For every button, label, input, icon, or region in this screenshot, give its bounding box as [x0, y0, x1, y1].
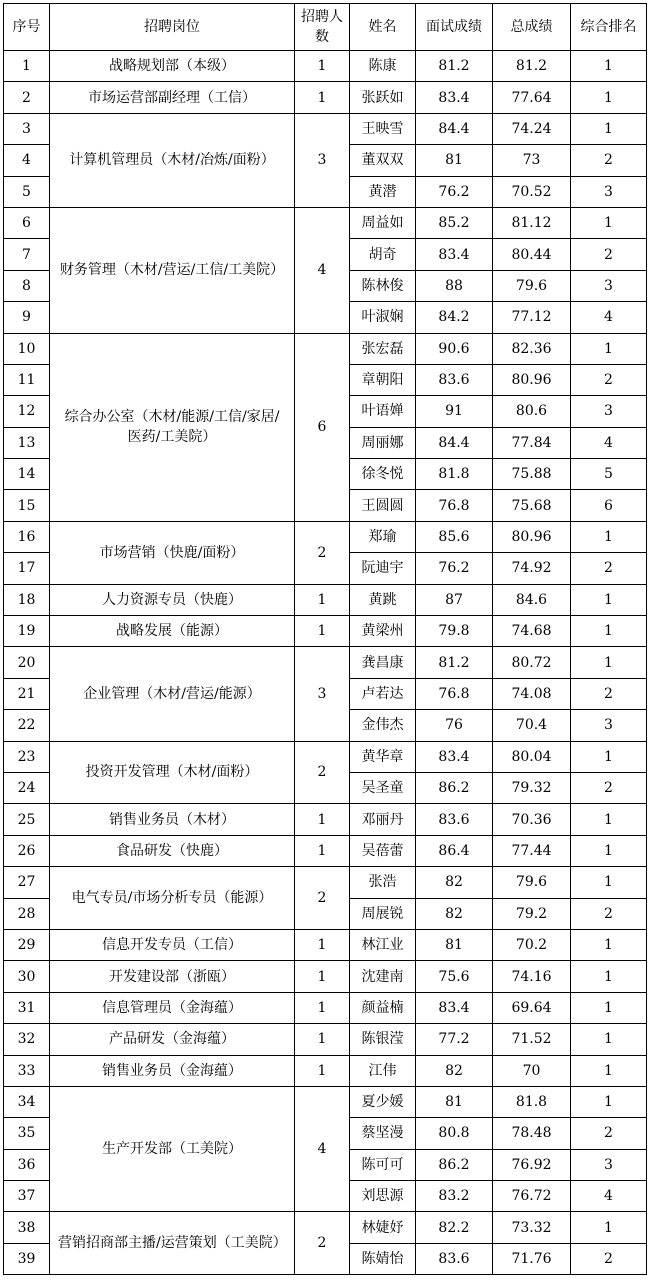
- seq-cell: 25: [4, 804, 50, 835]
- name-cell: 叶语婵: [350, 396, 416, 427]
- name-cell: 金伟杰: [350, 710, 416, 741]
- header-interview-score: 面试成绩: [416, 4, 493, 51]
- name-cell: 张跃如: [350, 82, 416, 113]
- seq-cell: 20: [4, 647, 50, 678]
- count-cell: 1: [295, 51, 350, 82]
- header-position: 招聘岗位: [50, 4, 295, 51]
- name-cell: 周丽娜: [350, 427, 416, 458]
- interview-score-cell: 82: [416, 1055, 493, 1086]
- total-score-cell: 74.68: [493, 616, 571, 647]
- interview-score-cell: 76.2: [416, 176, 493, 207]
- header-total-score: 总成绩: [493, 4, 571, 51]
- seq-cell: 24: [4, 772, 50, 803]
- name-cell: 黄跳: [350, 584, 416, 615]
- position-cell: 人力资源专员（快鹿）: [50, 584, 295, 615]
- seq-cell: 36: [4, 1149, 50, 1180]
- total-score-cell: 80.04: [493, 741, 571, 772]
- rank-cell: 3: [571, 710, 647, 741]
- rank-cell: 3: [571, 396, 647, 427]
- count-cell: 1: [295, 929, 350, 960]
- seq-cell: 22: [4, 710, 50, 741]
- seq-cell: 1: [4, 51, 50, 82]
- seq-cell: 17: [4, 553, 50, 584]
- interview-score-cell: 75.6: [416, 961, 493, 992]
- interview-score-cell: 82: [416, 867, 493, 898]
- interview-score-cell: 77.2: [416, 1024, 493, 1055]
- name-cell: 章朝阳: [350, 364, 416, 395]
- seq-cell: 31: [4, 992, 50, 1023]
- table-row: [4, 1212, 647, 1243]
- table-row: [4, 616, 647, 647]
- position-cell: 销售业务员（木材）: [50, 804, 295, 835]
- position-cell: 财务管理（木材/营运/工信/工美院）: [50, 207, 295, 333]
- header-name: 姓名: [350, 4, 416, 51]
- rank-cell: 6: [571, 490, 647, 521]
- position-cell: 产品研发（金海蕴）: [50, 1024, 295, 1055]
- total-score-cell: 74.16: [493, 961, 571, 992]
- seq-cell: 11: [4, 364, 50, 395]
- position-cell: 战略发展（能源）: [50, 616, 295, 647]
- name-cell: 黄华章: [350, 741, 416, 772]
- seq-cell: 9: [4, 302, 50, 333]
- total-score-cell: 75.68: [493, 490, 571, 521]
- interview-score-cell: 82.2: [416, 1212, 493, 1243]
- table-body: [4, 51, 647, 1275]
- results-table: [3, 3, 647, 1275]
- table-row: [4, 1086, 647, 1117]
- rank-cell: 1: [571, 82, 647, 113]
- count-cell: 4: [295, 1086, 350, 1212]
- table-row: [4, 1024, 647, 1055]
- rank-cell: 2: [571, 1243, 647, 1274]
- count-cell: 1: [295, 82, 350, 113]
- table-header: [4, 4, 647, 51]
- rank-cell: 1: [571, 1212, 647, 1243]
- seq-cell: 13: [4, 427, 50, 458]
- total-score-cell: 80.6: [493, 396, 571, 427]
- rank-cell: 1: [571, 929, 647, 960]
- interview-score-cell: 90.6: [416, 333, 493, 364]
- position-cell: 企业管理（木材/营运/能源）: [50, 647, 295, 741]
- count-cell: 2: [295, 867, 350, 930]
- rank-cell: 1: [571, 1055, 647, 1086]
- count-cell: 1: [295, 835, 350, 866]
- rank-cell: 2: [571, 553, 647, 584]
- seq-cell: 39: [4, 1243, 50, 1274]
- total-score-cell: 80.44: [493, 239, 571, 270]
- rank-cell: 2: [571, 364, 647, 395]
- interview-score-cell: 86.4: [416, 835, 493, 866]
- interview-score-cell: 86.2: [416, 772, 493, 803]
- total-score-cell: 75.88: [493, 459, 571, 490]
- total-score-cell: 69.64: [493, 992, 571, 1023]
- rank-cell: 2: [571, 145, 647, 176]
- interview-score-cell: 83.6: [416, 1243, 493, 1274]
- interview-score-cell: 91: [416, 396, 493, 427]
- name-cell: 刘思源: [350, 1181, 416, 1212]
- rank-cell: 1: [571, 835, 647, 866]
- interview-score-cell: 81.2: [416, 51, 493, 82]
- name-cell: 周展锐: [350, 898, 416, 929]
- table-row: [4, 992, 647, 1023]
- rank-cell: 2: [571, 898, 647, 929]
- total-score-cell: 78.48: [493, 1118, 571, 1149]
- seq-cell: 16: [4, 521, 50, 552]
- interview-score-cell: 82: [416, 898, 493, 929]
- rank-cell: 2: [571, 239, 647, 270]
- seq-cell: 28: [4, 898, 50, 929]
- interview-score-cell: 81: [416, 145, 493, 176]
- interview-score-cell: 84.2: [416, 302, 493, 333]
- seq-cell: 4: [4, 145, 50, 176]
- table-row: [4, 1055, 647, 1086]
- interview-score-cell: 79.8: [416, 616, 493, 647]
- count-cell: 1: [295, 992, 350, 1023]
- rank-cell: 1: [571, 961, 647, 992]
- interview-score-cell: 84.4: [416, 113, 493, 144]
- name-cell: 王映雪: [350, 113, 416, 144]
- total-score-cell: 79.6: [493, 867, 571, 898]
- count-cell: 1: [295, 961, 350, 992]
- table-row: [4, 804, 647, 835]
- position-cell: 食品研发（快鹿）: [50, 835, 295, 866]
- name-cell: 卢若达: [350, 678, 416, 709]
- rank-cell: 5: [571, 459, 647, 490]
- table-row: [4, 333, 647, 364]
- name-cell: 胡奇: [350, 239, 416, 270]
- name-cell: 龚昌康: [350, 647, 416, 678]
- interview-score-cell: 81: [416, 929, 493, 960]
- name-cell: 陈银滢: [350, 1024, 416, 1055]
- table-row: [4, 835, 647, 866]
- table-row: [4, 741, 647, 772]
- interview-score-cell: 88: [416, 270, 493, 301]
- interview-score-cell: 81.2: [416, 647, 493, 678]
- total-score-cell: 82.36: [493, 333, 571, 364]
- total-score-cell: 70.4: [493, 710, 571, 741]
- name-cell: 张宏磊: [350, 333, 416, 364]
- total-score-cell: 80.96: [493, 364, 571, 395]
- rank-cell: 1: [571, 1086, 647, 1117]
- total-score-cell: 70.36: [493, 804, 571, 835]
- seq-cell: 30: [4, 961, 50, 992]
- rank-cell: 1: [571, 51, 647, 82]
- header-row: [4, 4, 647, 51]
- rank-cell: 1: [571, 333, 647, 364]
- interview-score-cell: 83.6: [416, 364, 493, 395]
- total-score-cell: 84.6: [493, 584, 571, 615]
- rank-cell: 1: [571, 113, 647, 144]
- rank-cell: 4: [571, 1181, 647, 1212]
- table-row: [4, 51, 647, 82]
- total-score-cell: 74.24: [493, 113, 571, 144]
- total-score-cell: 71.52: [493, 1024, 571, 1055]
- name-cell: 叶淑娴: [350, 302, 416, 333]
- count-cell: 3: [295, 113, 350, 207]
- count-cell: 3: [295, 647, 350, 741]
- count-cell: 1: [295, 1055, 350, 1086]
- interview-score-cell: 76.8: [416, 490, 493, 521]
- name-cell: 周益如: [350, 207, 416, 238]
- rank-cell: 4: [571, 427, 647, 458]
- name-cell: 颜益楠: [350, 992, 416, 1023]
- name-cell: 徐冬悦: [350, 459, 416, 490]
- seq-cell: 35: [4, 1118, 50, 1149]
- rank-cell: 1: [571, 584, 647, 615]
- position-cell: 信息开发专员（工信）: [50, 929, 295, 960]
- table-row: [4, 82, 647, 113]
- count-cell: 1: [295, 616, 350, 647]
- name-cell: 邓丽丹: [350, 804, 416, 835]
- rank-cell: 3: [571, 176, 647, 207]
- interview-score-cell: 83.2: [416, 1181, 493, 1212]
- seq-cell: 7: [4, 239, 50, 270]
- rank-cell: 1: [571, 867, 647, 898]
- interview-score-cell: 80.8: [416, 1118, 493, 1149]
- rank-cell: 1: [571, 1024, 647, 1055]
- name-cell: 沈建南: [350, 961, 416, 992]
- interview-score-cell: 87: [416, 584, 493, 615]
- total-score-cell: 80.96: [493, 521, 571, 552]
- seq-cell: 27: [4, 867, 50, 898]
- total-score-cell: 81.8: [493, 1086, 571, 1117]
- total-score-cell: 77.12: [493, 302, 571, 333]
- position-cell: 投资开发管理（木材/面粉）: [50, 741, 295, 804]
- seq-cell: 19: [4, 616, 50, 647]
- name-cell: 董双双: [350, 145, 416, 176]
- seq-cell: 29: [4, 929, 50, 960]
- count-cell: 1: [295, 804, 350, 835]
- rank-cell: 1: [571, 992, 647, 1023]
- total-score-cell: 76.72: [493, 1181, 571, 1212]
- table-row: [4, 113, 647, 144]
- seq-cell: 18: [4, 584, 50, 615]
- table-row: [4, 521, 647, 552]
- total-score-cell: 70.52: [493, 176, 571, 207]
- rank-cell: 4: [571, 302, 647, 333]
- position-cell: 电气专员/市场分析专员（能源）: [50, 867, 295, 930]
- count-cell: 2: [295, 521, 350, 584]
- header-seq: 序号: [4, 4, 50, 51]
- interview-score-cell: 83.4: [416, 741, 493, 772]
- total-score-cell: 81.2: [493, 51, 571, 82]
- count-cell: 1: [295, 1024, 350, 1055]
- total-score-cell: 77.64: [493, 82, 571, 113]
- rank-cell: 1: [571, 616, 647, 647]
- rank-cell: 1: [571, 521, 647, 552]
- name-cell: 江伟: [350, 1055, 416, 1086]
- total-score-cell: 76.92: [493, 1149, 571, 1180]
- total-score-cell: 70: [493, 1055, 571, 1086]
- interview-score-cell: 81: [416, 1086, 493, 1117]
- position-cell: 计算机管理员（木材/冶炼/面粉）: [50, 113, 295, 207]
- table-row: [4, 961, 647, 992]
- position-cell: 生产开发部（工美院）: [50, 1086, 295, 1212]
- rank-cell: 1: [571, 741, 647, 772]
- table-row: [4, 207, 647, 238]
- interview-score-cell: 85.2: [416, 207, 493, 238]
- seq-cell: 37: [4, 1181, 50, 1212]
- seq-cell: 6: [4, 207, 50, 238]
- rank-cell: 1: [571, 647, 647, 678]
- total-score-cell: 73.32: [493, 1212, 571, 1243]
- seq-cell: 5: [4, 176, 50, 207]
- seq-cell: 21: [4, 678, 50, 709]
- name-cell: 陈康: [350, 51, 416, 82]
- seq-cell: 33: [4, 1055, 50, 1086]
- rank-cell: 2: [571, 678, 647, 709]
- name-cell: 蔡坚漫: [350, 1118, 416, 1149]
- rank-cell: 1: [571, 207, 647, 238]
- seq-cell: 3: [4, 113, 50, 144]
- seq-cell: 2: [4, 82, 50, 113]
- total-score-cell: 70.2: [493, 929, 571, 960]
- seq-cell: 8: [4, 270, 50, 301]
- name-cell: 黄潜: [350, 176, 416, 207]
- seq-cell: 38: [4, 1212, 50, 1243]
- table-row: [4, 584, 647, 615]
- seq-cell: 26: [4, 835, 50, 866]
- position-cell: 市场营销（快鹿/面粉）: [50, 521, 295, 584]
- name-cell: 吴蓓蕾: [350, 835, 416, 866]
- rank-cell: 2: [571, 772, 647, 803]
- name-cell: 阮迪宇: [350, 553, 416, 584]
- table-row: [4, 647, 647, 678]
- count-cell: 2: [295, 1212, 350, 1275]
- count-cell: 2: [295, 741, 350, 804]
- rank-cell: 3: [571, 1149, 647, 1180]
- total-score-cell: 79.2: [493, 898, 571, 929]
- count-cell: 4: [295, 207, 350, 333]
- total-score-cell: 74.92: [493, 553, 571, 584]
- name-cell: 黄梁州: [350, 616, 416, 647]
- total-score-cell: 77.84: [493, 427, 571, 458]
- count-cell: 1: [295, 584, 350, 615]
- position-cell: 市场运营部副经理（工信）: [50, 82, 295, 113]
- interview-score-cell: 86.2: [416, 1149, 493, 1180]
- total-score-cell: 79.32: [493, 772, 571, 803]
- rank-cell: 3: [571, 270, 647, 301]
- name-cell: 吴圣童: [350, 772, 416, 803]
- name-cell: 陈婧怡: [350, 1243, 416, 1274]
- seq-cell: 32: [4, 1024, 50, 1055]
- name-cell: 林婕妤: [350, 1212, 416, 1243]
- name-cell: 陈林俊: [350, 270, 416, 301]
- name-cell: 林江业: [350, 929, 416, 960]
- total-score-cell: 80.72: [493, 647, 571, 678]
- seq-cell: 12: [4, 396, 50, 427]
- position-cell: 营销招商部主播/运营策划（工美院）: [50, 1212, 295, 1275]
- name-cell: 夏少媛: [350, 1086, 416, 1117]
- name-cell: 张浩: [350, 867, 416, 898]
- total-score-cell: 79.6: [493, 270, 571, 301]
- header-count: 招聘人数: [295, 4, 350, 51]
- seq-cell: 14: [4, 459, 50, 490]
- position-cell: 开发建设部（浙瓯）: [50, 961, 295, 992]
- total-score-cell: 81.12: [493, 207, 571, 238]
- table-row: [4, 867, 647, 898]
- total-score-cell: 77.44: [493, 835, 571, 866]
- total-score-cell: 73: [493, 145, 571, 176]
- position-cell: 战略规划部（本级）: [50, 51, 295, 82]
- total-score-cell: 71.76: [493, 1243, 571, 1274]
- table-row: [4, 929, 647, 960]
- interview-score-cell: 83.4: [416, 239, 493, 270]
- rank-cell: 1: [571, 804, 647, 835]
- interview-score-cell: 83.4: [416, 992, 493, 1023]
- interview-score-cell: 76.8: [416, 678, 493, 709]
- interview-score-cell: 83.6: [416, 804, 493, 835]
- position-cell: 信息管理员（金海蕴）: [50, 992, 295, 1023]
- interview-score-cell: 76.2: [416, 553, 493, 584]
- name-cell: 陈可可: [350, 1149, 416, 1180]
- total-score-cell: 74.08: [493, 678, 571, 709]
- interview-score-cell: 83.4: [416, 82, 493, 113]
- interview-score-cell: 85.6: [416, 521, 493, 552]
- name-cell: 郑瑜: [350, 521, 416, 552]
- count-cell: 6: [295, 333, 350, 521]
- header-rank: 综合排名: [571, 4, 647, 51]
- interview-score-cell: 76: [416, 710, 493, 741]
- seq-cell: 15: [4, 490, 50, 521]
- position-cell: 综合办公室（木材/能源/工信/家居/医药/工美院）: [50, 333, 295, 521]
- name-cell: 王圆圆: [350, 490, 416, 521]
- interview-score-cell: 81.8: [416, 459, 493, 490]
- seq-cell: 34: [4, 1086, 50, 1117]
- rank-cell: 2: [571, 1118, 647, 1149]
- seq-cell: 23: [4, 741, 50, 772]
- seq-cell: 10: [4, 333, 50, 364]
- interview-score-cell: 84.4: [416, 427, 493, 458]
- position-cell: 销售业务员（金海蕴）: [50, 1055, 295, 1086]
